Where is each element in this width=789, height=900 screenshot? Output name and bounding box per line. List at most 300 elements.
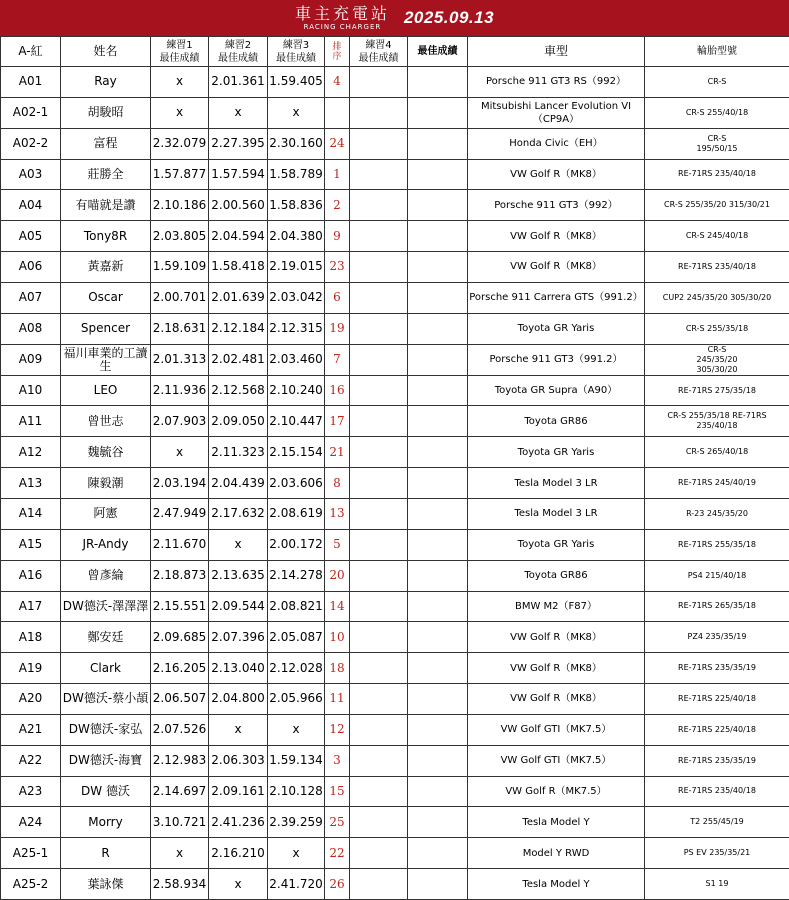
driver-id-cell: A07	[1, 282, 61, 313]
tire-spec-line: CR-S	[707, 344, 727, 354]
car-model-cell: VW Golf GTI（MK7.5）	[468, 745, 645, 776]
practice4-time-cell	[350, 869, 408, 900]
best-time-cell	[408, 190, 468, 221]
practice4-time-cell	[350, 529, 408, 560]
driver-name-cell: 阿憲	[61, 498, 151, 529]
car-model-cell: Toyota GR Supra（A90）	[468, 375, 645, 406]
practice2-time-cell: 2.04.800	[209, 684, 268, 715]
best-time-cell	[408, 313, 468, 344]
driver-name-cell: LEO	[61, 375, 151, 406]
tire-spec-line: R-23 245/35/20	[686, 508, 748, 518]
driver-name-cell: Clark	[61, 653, 151, 684]
driver-id-cell: A14	[1, 498, 61, 529]
table-row	[1, 498, 789, 529]
driver-name-cell: Oscar	[61, 282, 151, 313]
rank-cell: 23	[325, 252, 350, 283]
tire-spec-cell	[645, 529, 789, 560]
practice4-time-cell	[350, 776, 408, 807]
driver-name-cell: Morry	[61, 807, 151, 838]
car-model-cell: VW Golf R（MK8）	[468, 252, 645, 283]
rank-cell: 20	[325, 560, 350, 591]
best-time-cell	[408, 684, 468, 715]
driver-id-cell: A03	[1, 159, 61, 190]
practice4-time-cell	[350, 190, 408, 221]
practice1-time-cell: 2.58.934	[151, 869, 209, 900]
tire-spec-cell	[645, 498, 789, 529]
tire-spec-line: 305/30/20	[696, 364, 738, 374]
practice4-time-cell	[350, 807, 408, 838]
practice4-time-cell	[350, 252, 408, 283]
car-model-cell: Mitsubishi Lancer Evolution VI（CP9A）	[468, 97, 645, 128]
tire-spec-line: RE-71RS 235/35/19	[678, 663, 756, 673]
practice3-time-cell: 2.08.821	[268, 591, 325, 622]
car-model-cell: VW Golf GTI（MK7.5）	[468, 714, 645, 745]
practice1-time-cell: 2.47.949	[151, 498, 209, 529]
practice3-time-cell: 2.03.606	[268, 468, 325, 499]
tire-spec-line: RE-71RS 275/35/18	[678, 385, 756, 395]
rank-cell: 26	[325, 869, 350, 900]
practice2-time-cell: 2.01.639	[209, 282, 268, 313]
tire-spec-line: 235/40/18	[696, 421, 738, 431]
driver-name-cell: Tony8R	[61, 221, 151, 252]
practice2-time-cell: 1.58.418	[209, 252, 268, 283]
tire-spec-cell	[645, 375, 789, 406]
car-model-cell: Tesla Model 3 LR	[468, 498, 645, 529]
tire-spec-line: CR-S 265/40/18	[685, 447, 749, 457]
tire-spec-cell	[645, 406, 789, 437]
practice2-time-cell: 2.12.184	[209, 313, 268, 344]
practice3-time-cell: 2.04.380	[268, 221, 325, 252]
tire-spec-cell	[645, 714, 789, 745]
practice3-time-cell: 2.03.460	[268, 344, 325, 375]
practice1-time-cell: 2.06.507	[151, 684, 209, 715]
practice1-time-cell: 2.07.526	[151, 714, 209, 745]
driver-id-cell: A17	[1, 591, 61, 622]
rank-cell: 4	[325, 67, 350, 98]
driver-id-cell: A06	[1, 252, 61, 283]
tire-spec-cell	[645, 653, 789, 684]
driver-name-cell: Ray	[61, 67, 151, 98]
car-model-cell: VW Golf R（MK8）	[468, 684, 645, 715]
practice4-time-cell	[350, 67, 408, 98]
driver-name-cell: 黃嘉新	[61, 252, 151, 283]
practice2-time-cell: 2.07.396	[209, 622, 268, 653]
tire-spec-line: RE-71RS 235/40/18	[678, 169, 756, 179]
practice3-time-cell: 2.10.128	[268, 776, 325, 807]
practice3-time-cell: 2.19.015	[268, 252, 325, 283]
rank-cell: 22	[325, 838, 350, 869]
car-model-cell: Toyota GR86	[468, 406, 645, 437]
tire-spec-line: PS EV 235/35/21	[683, 848, 751, 858]
practice3-time-cell: 2.03.042	[268, 282, 325, 313]
tire-spec-cell	[645, 282, 789, 313]
tire-spec-cell	[645, 437, 789, 468]
driver-name-cell: R	[61, 838, 151, 869]
driver-id-cell: A18	[1, 622, 61, 653]
practice4-time-cell	[350, 714, 408, 745]
practice2-time-cell: 2.12.568	[209, 375, 268, 406]
best-time-cell	[408, 714, 468, 745]
table-row	[1, 252, 789, 283]
tire-spec-cell	[645, 252, 789, 283]
driver-name-cell: 福川車業的工讀生	[61, 344, 151, 375]
driver-id-cell: A19	[1, 653, 61, 684]
car-model-cell: Porsche 911 GT3（992）	[468, 190, 645, 221]
car-model-cell: Tesla Model Y	[468, 807, 645, 838]
practice2-time-cell: 2.02.481	[209, 344, 268, 375]
tire-spec-line: CR-S 255/35/18 RE-71RS	[667, 411, 767, 421]
driver-name-cell: 曾世志	[61, 406, 151, 437]
practice3-time-cell: 2.05.087	[268, 622, 325, 653]
table-row	[1, 375, 789, 406]
practice4-time-cell	[350, 221, 408, 252]
table-row	[1, 97, 789, 128]
practice3-time-cell: 2.30.160	[268, 128, 325, 159]
practice2-time-cell: 2.09.544	[209, 591, 268, 622]
best-time-cell	[408, 653, 468, 684]
practice1-time-cell: 2.15.551	[151, 591, 209, 622]
best-time-cell	[408, 344, 468, 375]
practice2-time-cell: 2.09.161	[209, 776, 268, 807]
driver-name-cell: 陳毅潮	[61, 468, 151, 499]
car-model-cell: Tesla Model 3 LR	[468, 468, 645, 499]
driver-name-cell: 魏毓谷	[61, 437, 151, 468]
practice2-time-cell: 2.13.635	[209, 560, 268, 591]
table-row	[1, 591, 789, 622]
driver-id-cell: A12	[1, 437, 61, 468]
rank-cell: 18	[325, 653, 350, 684]
rank-cell: 7	[325, 344, 350, 375]
practice4-time-cell	[350, 97, 408, 128]
practice1-time-cell: 2.18.631	[151, 313, 209, 344]
practice1-time-cell: 2.11.670	[151, 529, 209, 560]
best-time-cell	[408, 221, 468, 252]
driver-id-cell: A20	[1, 684, 61, 715]
driver-id-cell: A10	[1, 375, 61, 406]
practice3-time-cell: 2.00.172	[268, 529, 325, 560]
header-row	[1, 37, 789, 67]
tire-spec-line: RE-71RS 255/35/18	[678, 539, 756, 549]
table-row	[1, 468, 789, 499]
best-time-cell	[408, 97, 468, 128]
tire-spec-cell	[645, 560, 789, 591]
col-header-rank: 排 序	[325, 37, 350, 67]
table-row	[1, 221, 789, 252]
practice1-time-cell: x	[151, 838, 209, 869]
best-time-cell	[408, 869, 468, 900]
table-row	[1, 838, 789, 869]
rank-cell: 16	[325, 375, 350, 406]
tire-spec-cell	[645, 344, 789, 375]
tire-spec-line: CR-S 255/35/20 315/30/21	[664, 200, 770, 210]
practice3-time-cell: 1.59.405	[268, 67, 325, 98]
practice4-time-cell	[350, 313, 408, 344]
col-header-car: 車型	[468, 37, 645, 67]
rank-cell: 15	[325, 776, 350, 807]
practice4-time-cell	[350, 406, 408, 437]
practice1-time-cell: 2.01.313	[151, 344, 209, 375]
best-time-cell	[408, 128, 468, 159]
tire-spec-line: 195/50/15	[696, 143, 738, 153]
car-model-cell: Honda Civic（EH）	[468, 128, 645, 159]
driver-name-cell: 胡駿昭	[61, 97, 151, 128]
rank-cell: 1	[325, 159, 350, 190]
rank-cell: 19	[325, 313, 350, 344]
tire-spec-cell	[645, 807, 789, 838]
practice2-time-cell: 2.09.050	[209, 406, 268, 437]
best-time-cell	[408, 406, 468, 437]
driver-name-cell: DW德沃-海寶	[61, 745, 151, 776]
table-row	[1, 684, 789, 715]
car-model-cell: VW Golf R（MK8）	[468, 653, 645, 684]
practice2-time-cell: 2.04.439	[209, 468, 268, 499]
rank-cell: 13	[325, 498, 350, 529]
col-header-tire: 輪胎型號	[645, 37, 789, 67]
racing-charger-logo	[294, 3, 390, 31]
col-header-practice1: 練習1 最佳成績	[151, 37, 209, 67]
driver-id-cell: A08	[1, 313, 61, 344]
rank-cell: 17	[325, 406, 350, 437]
table-row	[1, 529, 789, 560]
rank-cell: 14	[325, 591, 350, 622]
car-model-cell: Model Y RWD	[468, 838, 645, 869]
rank-cell: 2	[325, 190, 350, 221]
driver-id-cell: A16	[1, 560, 61, 591]
tire-spec-line: RE-71RS 265/35/18	[678, 601, 756, 611]
practice4-time-cell	[350, 622, 408, 653]
car-model-cell: Toyota GR86	[468, 560, 645, 591]
logo-main-text: 車主充電站	[294, 3, 390, 23]
tire-spec-cell	[645, 869, 789, 900]
car-model-cell: Toyota GR Yaris	[468, 529, 645, 560]
tire-spec-cell	[645, 684, 789, 715]
driver-id-cell: A24	[1, 807, 61, 838]
best-time-cell	[408, 437, 468, 468]
best-time-cell	[408, 159, 468, 190]
table-row	[1, 745, 789, 776]
tire-spec-cell	[645, 776, 789, 807]
practice4-time-cell	[350, 684, 408, 715]
car-model-cell: Toyota GR Yaris	[468, 437, 645, 468]
practice4-time-cell	[350, 282, 408, 313]
tire-spec-line: CR-S 255/35/18	[685, 323, 749, 333]
driver-id-cell: A13	[1, 468, 61, 499]
best-time-cell	[408, 807, 468, 838]
best-time-cell	[408, 745, 468, 776]
tire-spec-line: CR-S 255/40/18	[685, 107, 749, 117]
practice3-time-cell: 2.05.966	[268, 684, 325, 715]
driver-id-cell: A01	[1, 67, 61, 98]
practice3-time-cell: 2.41.720	[268, 869, 325, 900]
practice4-time-cell	[350, 653, 408, 684]
table-row	[1, 128, 789, 159]
practice1-time-cell: 2.14.697	[151, 776, 209, 807]
tire-spec-line: 245/35/20	[696, 354, 738, 364]
car-model-cell: VW Golf R（MK8）	[468, 159, 645, 190]
tire-spec-line: CR-S	[707, 76, 727, 86]
table-row	[1, 437, 789, 468]
practice4-time-cell	[350, 375, 408, 406]
practice1-time-cell: x	[151, 97, 209, 128]
driver-name-cell: 葉詠傑	[61, 869, 151, 900]
practice3-time-cell: 2.10.447	[268, 406, 325, 437]
driver-id-cell: A02-1	[1, 97, 61, 128]
tire-spec-line: PZ4 235/35/19	[687, 632, 747, 642]
best-time-cell	[408, 776, 468, 807]
practice4-time-cell	[350, 498, 408, 529]
best-time-cell	[408, 622, 468, 653]
table-row	[1, 313, 789, 344]
practice4-time-cell	[350, 159, 408, 190]
rank-cell: 8	[325, 468, 350, 499]
driver-name-cell: DW 德沃	[61, 776, 151, 807]
best-time-cell	[408, 560, 468, 591]
practice1-time-cell: 2.03.194	[151, 468, 209, 499]
practice3-time-cell: x	[268, 838, 325, 869]
rank-cell: 3	[325, 745, 350, 776]
practice1-time-cell: x	[151, 67, 209, 98]
car-model-cell: Porsche 911 GT3 RS（992）	[468, 67, 645, 98]
tire-spec-line: CR-S 245/40/18	[685, 231, 749, 241]
rank-cell: 12	[325, 714, 350, 745]
table-row	[1, 776, 789, 807]
practice2-time-cell: x	[209, 714, 268, 745]
practice1-time-cell: 2.18.873	[151, 560, 209, 591]
rank-cell: 9	[325, 221, 350, 252]
practice3-time-cell: 2.15.154	[268, 437, 325, 468]
car-model-cell: Porsche 911 GT3（991.2）	[468, 344, 645, 375]
col-header-best: 最佳成績	[408, 37, 468, 67]
practice3-time-cell: 2.12.315	[268, 313, 325, 344]
practice2-time-cell: 1.57.594	[209, 159, 268, 190]
tire-spec-cell	[645, 190, 789, 221]
tire-spec-cell	[645, 67, 789, 98]
car-model-cell: BMW M2（F87）	[468, 591, 645, 622]
table-row	[1, 807, 789, 838]
driver-name-cell: 曾彥綸	[61, 560, 151, 591]
practice4-time-cell	[350, 437, 408, 468]
tire-spec-line: RE-71RS 235/40/18	[678, 261, 756, 271]
tire-spec-cell	[645, 128, 789, 159]
tire-spec-cell	[645, 221, 789, 252]
practice2-time-cell: 2.17.632	[209, 498, 268, 529]
driver-name-cell: 鄭安廷	[61, 622, 151, 653]
table-row	[1, 714, 789, 745]
best-time-cell	[408, 529, 468, 560]
practice2-time-cell: 2.04.594	[209, 221, 268, 252]
driver-name-cell: Spencer	[61, 313, 151, 344]
tire-spec-line: RE-71RS 225/40/18	[678, 693, 756, 703]
tire-spec-cell	[645, 313, 789, 344]
tire-spec-cell	[645, 622, 789, 653]
practice4-time-cell	[350, 838, 408, 869]
driver-id-cell: A23	[1, 776, 61, 807]
rank-cell: 21	[325, 437, 350, 468]
practice1-time-cell: 1.59.109	[151, 252, 209, 283]
table-row	[1, 653, 789, 684]
practice1-time-cell: 2.11.936	[151, 375, 209, 406]
driver-id-cell: A15	[1, 529, 61, 560]
table-row	[1, 622, 789, 653]
tire-spec-line: CUP2 245/35/20 305/30/20	[662, 292, 772, 302]
rank-cell: 6	[325, 282, 350, 313]
practice3-time-cell: 1.59.134	[268, 745, 325, 776]
practice2-time-cell: 2.13.040	[209, 653, 268, 684]
driver-name-cell: 莊勝全	[61, 159, 151, 190]
practice1-time-cell: 2.16.205	[151, 653, 209, 684]
car-model-cell: Toyota GR Yaris	[468, 313, 645, 344]
driver-name-cell: 有喵就是讚	[61, 190, 151, 221]
practice2-time-cell: 2.27.395	[209, 128, 268, 159]
rank-cell: 5	[325, 529, 350, 560]
table-row	[1, 67, 789, 98]
practice2-time-cell: 2.00.560	[209, 190, 268, 221]
driver-id-cell: A05	[1, 221, 61, 252]
results-table	[0, 36, 789, 900]
driver-name-cell: DW德沃-澤澤澤	[61, 591, 151, 622]
practice4-time-cell	[350, 344, 408, 375]
table-row	[1, 159, 789, 190]
driver-id-cell: A25-2	[1, 869, 61, 900]
practice3-time-cell: 1.58.836	[268, 190, 325, 221]
rank-cell	[325, 97, 350, 128]
tire-spec-line: RE-71RS 225/40/18	[678, 724, 756, 734]
car-model-cell: Porsche 911 Carrera GTS（991.2）	[468, 282, 645, 313]
practice2-time-cell: 2.06.303	[209, 745, 268, 776]
practice3-time-cell: x	[268, 714, 325, 745]
tire-spec-line: T2 255/45/19	[690, 817, 744, 827]
rank-cell: 10	[325, 622, 350, 653]
practice1-time-cell: 2.32.079	[151, 128, 209, 159]
table-row	[1, 869, 789, 900]
best-time-cell	[408, 498, 468, 529]
driver-name-cell: JR-Andy	[61, 529, 151, 560]
tire-spec-cell	[645, 159, 789, 190]
practice4-time-cell	[350, 128, 408, 159]
best-time-cell	[408, 252, 468, 283]
col-header-id: A-紅	[1, 37, 61, 67]
best-time-cell	[408, 282, 468, 313]
practice1-time-cell: x	[151, 437, 209, 468]
table-row	[1, 560, 789, 591]
driver-id-cell: A22	[1, 745, 61, 776]
car-model-cell: VW Golf R（MK7.5）	[468, 776, 645, 807]
practice1-time-cell: 3.10.721	[151, 807, 209, 838]
practice3-time-cell: 2.14.278	[268, 560, 325, 591]
practice3-time-cell: 2.10.240	[268, 375, 325, 406]
driver-id-cell: A02-2	[1, 128, 61, 159]
tire-spec-line: PS4 215/40/18	[687, 570, 747, 580]
practice4-time-cell	[350, 560, 408, 591]
table-row	[1, 282, 789, 313]
driver-name-cell: DW德沃-家弘	[61, 714, 151, 745]
driver-id-cell: A25-1	[1, 838, 61, 869]
table-row	[1, 344, 789, 375]
driver-id-cell: A11	[1, 406, 61, 437]
practice2-time-cell: 2.11.323	[209, 437, 268, 468]
col-header-name: 姓名	[61, 37, 151, 67]
logo-sub-text: RACING CHARGER	[303, 22, 382, 31]
best-time-cell	[408, 468, 468, 499]
practice3-time-cell: 2.39.259	[268, 807, 325, 838]
tire-spec-cell	[645, 745, 789, 776]
col-header-practice3: 練習3 最佳成績	[268, 37, 325, 67]
car-model-cell: VW Golf R（MK8）	[468, 622, 645, 653]
practice3-time-cell: x	[268, 97, 325, 128]
tire-spec-line: S1 19	[705, 879, 729, 889]
practice1-time-cell: 2.09.685	[151, 622, 209, 653]
col-header-practice4: 練習4 最佳成績	[350, 37, 408, 67]
